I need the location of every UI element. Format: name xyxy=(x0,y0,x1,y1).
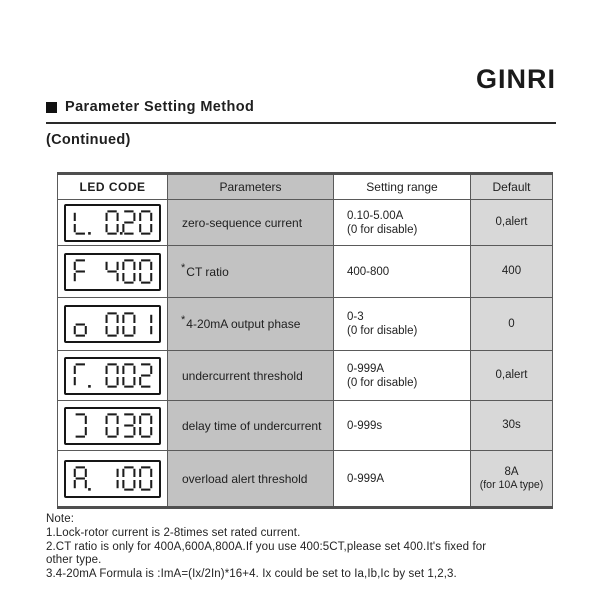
led-code-cell xyxy=(58,298,168,351)
range-line: 0-999A xyxy=(347,362,385,375)
range-line: 400-800 xyxy=(347,265,390,278)
notes-title: Note: xyxy=(46,513,74,525)
parameter-cell xyxy=(168,401,334,451)
setting-range-cell xyxy=(334,298,471,351)
notes-block xyxy=(46,513,571,582)
setting-range-cell xyxy=(334,451,471,508)
seven-segment-display xyxy=(64,253,161,291)
seven-segment-display xyxy=(64,305,161,343)
default-line: 30s xyxy=(502,419,521,431)
default-line: 400 xyxy=(501,265,522,277)
parameter-label: undercurrent threshold xyxy=(182,368,303,383)
square-bullet-icon xyxy=(46,102,57,113)
range-line: 0-999s xyxy=(347,419,383,432)
parameter-label: 4-20mA output phase xyxy=(186,317,301,331)
table-row xyxy=(58,200,553,246)
seven-segment-display xyxy=(64,407,161,445)
seven-segment-display xyxy=(64,460,161,498)
led-code-cell xyxy=(58,401,168,451)
parameter-cell xyxy=(168,451,334,508)
header-led-code: LED CODE xyxy=(58,174,168,200)
range-line: (0 for disable) xyxy=(347,325,418,337)
seven-segment-display xyxy=(64,357,161,395)
default-cell xyxy=(471,200,553,246)
setting-range-cell xyxy=(334,200,471,246)
default-cell xyxy=(471,401,553,451)
table-row xyxy=(58,246,553,298)
range-line: (0 for disable) xyxy=(347,223,418,236)
note-line: 1.Lock-rotor current is 2-8times set rated current. xyxy=(46,526,301,539)
led-code-cell xyxy=(58,246,168,298)
setting-range-cell xyxy=(334,351,471,401)
default-line: 0 xyxy=(508,317,515,330)
brand-logo: GINRI xyxy=(475,64,556,94)
asterisk-mark: * xyxy=(181,261,186,274)
parameter-cell xyxy=(168,246,334,298)
parameter-label: delay time of undercurrent xyxy=(182,418,322,433)
table-row xyxy=(58,351,553,401)
table-row xyxy=(58,451,553,508)
header-parameters: Parameters xyxy=(168,174,334,200)
default-cell xyxy=(471,351,553,401)
range-line: (0 for disable) xyxy=(347,376,418,389)
parameter-cell xyxy=(168,200,334,246)
parameter-cell xyxy=(168,351,334,401)
setting-range-cell xyxy=(334,246,471,298)
range-line: 0-3 xyxy=(347,311,364,323)
parameter-label: zero-sequence current xyxy=(182,215,303,230)
parameter-table xyxy=(57,172,553,509)
asterisk-mark: * xyxy=(181,314,186,326)
default-line: 0,alert xyxy=(495,216,528,228)
default-line: 8A xyxy=(504,465,519,478)
continued-label: (Continued) xyxy=(46,132,131,148)
led-code-cell xyxy=(58,351,168,401)
table-row xyxy=(58,298,553,351)
note-line: other type. xyxy=(46,554,102,567)
header-default: Default xyxy=(471,174,553,200)
led-code-cell xyxy=(58,451,168,508)
led-code-cell xyxy=(58,200,168,246)
header-setting-range: Setting range xyxy=(334,174,471,200)
parameter-cell xyxy=(168,298,334,351)
default-cell xyxy=(471,298,553,351)
parameter-label: overload alert threshold xyxy=(182,471,308,486)
range-line: 0.10-5.00A xyxy=(347,209,404,222)
range-line: 0-999A xyxy=(347,472,385,485)
seven-segment-display xyxy=(64,204,161,242)
note-line: 2.CT ratio is only for 400A,600A,800A.If you use 400:5CT,please set 400.It's fixed for xyxy=(46,540,487,553)
table-header-row xyxy=(58,174,553,200)
default-line: (for 10A type) xyxy=(479,478,544,491)
note-line: 3.4-20mA Formula is :ImA=(Ix/2In)*16+4. Ix could be set to Ia,Ib,Ic by set 1,2,3. xyxy=(46,568,457,581)
table-row xyxy=(58,401,553,451)
default-cell xyxy=(471,451,553,508)
default-line: 0,alert xyxy=(495,369,528,381)
section-title: Parameter Setting Method xyxy=(65,99,255,115)
parameter-label: CT ratio xyxy=(186,264,229,279)
section-header xyxy=(46,99,556,124)
setting-range-cell xyxy=(334,401,471,451)
default-cell xyxy=(471,246,553,298)
